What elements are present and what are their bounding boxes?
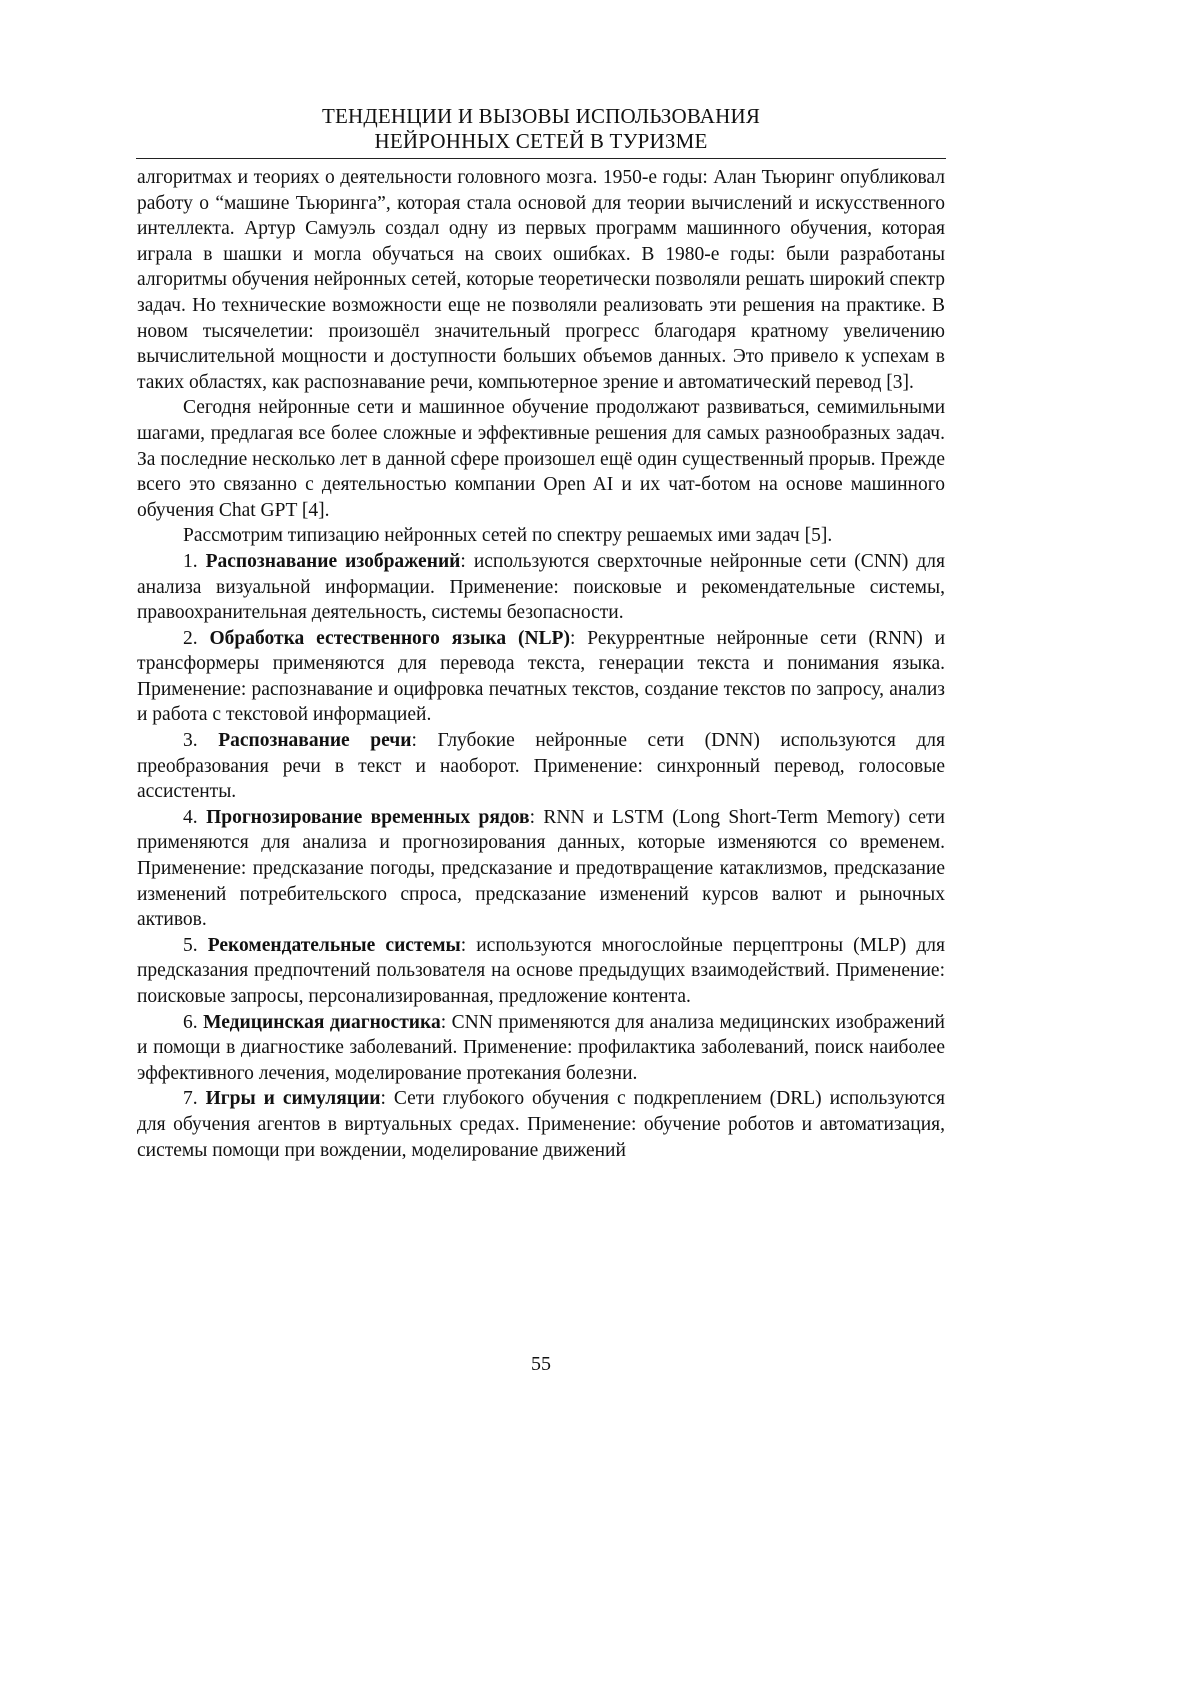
list-item-term: Игры и симуляции [206, 1088, 381, 1109]
document-page [0, 0, 1200, 1698]
list-item [137, 549, 945, 626]
running-header [136, 104, 946, 154]
header-line-2: НЕЙРОННЫХ СЕТЕЙ В ТУРИЗМЕ [136, 129, 946, 154]
list-item-text: : CNN применяются для анализа медицинских изображений и помощи в диагностике заболеваний. Применение: профилактика заболеваний, поиск наиболее эффективного лечения, моделирование протекания болезни. [137, 1012, 945, 1084]
body-text [137, 165, 945, 1163]
list-item [137, 805, 945, 933]
list-item-text: : Глубокие нейронные сети (DNN) используются для преобразования речи в текст и наоборот. Применение: синхронный перевод, голосовые ассистенты. [137, 730, 945, 802]
paragraph: Сегодня нейронные сети и машинное обучение продолжают развиваться, семимильными шагами, предлагая все более сложные и эффективные решения для самых разнообразных задач. За последние несколько лет в данной сфере произошел ещё один существенный прорыв. Прежде всего это связанно с деятельностью компании Open AI и их чат-ботом на основе машинного обучения Chat GPT [4]. [137, 395, 945, 523]
list-item-number: 3. [183, 730, 198, 751]
paragraph-continued: алгоритмах и теориях о деятельности головного мозга. 1950-е годы: Алан Тьюринг опубликовал работу о “машине Тьюринга”, которая стала основой для теории вычислений и искусственного интеллекта. Артур Самуэль создал одну из первых программ машинного обучения, которая играла в шашки и могла обучаться на своих ошибках. В 1980-е годы: были разработаны алгоритмы обучения нейронных сетей, которые теоретически позволяли решать широкий спектр задач. Но технические возможности еще не позволяли реализовать эти решения на практике. В новом тысячелетии: произошёл значительный прогресс благодаря кратному увеличению вычислительной мощности и доступности больших объемов данных. Это привело к успехам в таких областях, как распознавание речи, компьютерное зрение и автоматический перевод [3]. [137, 165, 945, 395]
list-item-text: : Рекуррентные нейронные сети (RNN) и трансформеры применяются для перевода текста, генерации текста и понимания языка. Применение: распознавание и оцифровка печатных текстов, создание текстов по запросу, анализ и работа с текстовой информацией. [137, 628, 945, 726]
page-number: 55 [0, 1353, 1082, 1376]
list-item-text: : используются многослойные перцептроны (MLP) для предсказания предпочтений пользователя на основе предыдущих взаимодействий. Применение: поисковые запросы, персонализированная, предложение контента. [137, 935, 945, 1007]
list-item-term: Прогнозирование временных рядов [206, 807, 530, 828]
list-item-number: 2. [183, 628, 198, 649]
list-item-number: 4. [183, 807, 198, 828]
list-item [137, 1010, 945, 1087]
list-item-number: 7. [183, 1088, 198, 1109]
list-item-number: 5. [183, 935, 198, 956]
list-item-number: 1. [183, 551, 198, 572]
list-item-term: Распознавание изображений [206, 551, 461, 572]
list-item-text: : Сети глубокого обучения с подкреплением (DRL) используются для обучения агентов в виртуальных средах. Применение: обучение роботов и автоматизация, системы помощи при вождении, моделирование движений [137, 1088, 945, 1160]
list-item-text: : используются сверхточные нейронные сети (CNN) для анализа визуальной информации. Применение: поисковые и рекомендательные системы, правоохранительная деятельность, системы безопасности. [137, 551, 945, 623]
list-item [137, 626, 945, 728]
list-item [137, 1086, 945, 1163]
list-item-number: 6. [183, 1012, 198, 1033]
header-divider [136, 158, 946, 159]
list-item-term: Медицинская диагностика [203, 1012, 441, 1033]
list-item [137, 728, 945, 805]
list-item-term: Распознавание речи [218, 730, 411, 751]
header-line-1: ТЕНДЕНЦИИ И ВЫЗОВЫ ИСПОЛЬЗОВАНИЯ [136, 104, 946, 129]
list-item-term: Обработка естественного языка (NLP) [210, 628, 570, 649]
paragraph-intro-list: Рассмотрим типизацию нейронных сетей по спектру решаемых ими задач [5]. [137, 523, 945, 549]
list-item-text: : RNN и LSTM (Long Short-Term Memory) сети применяются для анализа и прогнозирования данных, которые изменяются со временем. Применение: предсказание погоды, предсказание и предотвращение катаклизмов, предсказание изменений потребительского спроса, предсказание изменений курсов валют и рыночных активов. [137, 807, 945, 930]
list-item-term: Рекомендательные системы [208, 935, 461, 956]
list-item [137, 933, 945, 1010]
